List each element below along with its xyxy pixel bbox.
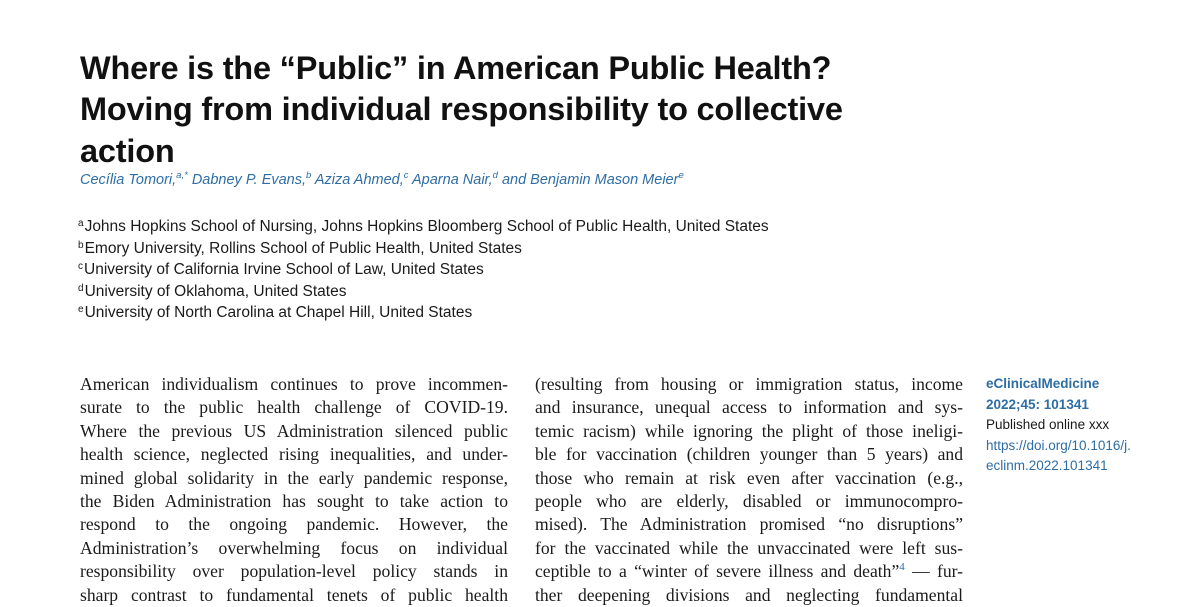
body-text-line: responsibility over population-level policy stands in [80,561,508,582]
reference-link[interactable]: 4 [899,561,905,574]
body-text-line: surate to the public health challenge of COVID-19. [80,397,508,418]
author-affiliation-mark: b [306,170,312,181]
body-text-line: sharp contrast to fundamental tenets of public health [80,584,508,605]
author-name[interactable]: Cecília Tomori, [80,172,177,188]
affiliation-mark: d [78,282,84,294]
author-name[interactable]: and Benjamin Mason Meier [501,172,679,188]
body-text-line: health science, neglected rising inequalities, and under- [80,444,508,465]
journal-name[interactable]: eClinicalMedicine [986,376,1100,391]
affiliation-text: University of Oklahoma, United States [84,282,347,300]
affiliation-text: Emory University, Rollins School of Public Health, United States [84,239,522,257]
body-text-line [535,560,963,583]
affiliation [78,281,769,303]
body-text-line: mised). The Administration promised “no disruptions” [535,514,963,535]
affiliation-text: Johns Hopkins School of Nursing, Johns Hopkins Bloomberg School of Public Health, United States [84,218,769,235]
affiliation [78,216,769,238]
body-column-left [80,373,508,607]
affiliation-mark: b [78,239,84,251]
body-text-line: people who are elderly, disabled or immunocompro- [535,491,963,512]
published-date: Published online xxx [986,417,1110,432]
author-affiliation-mark: e [678,170,684,181]
title-line: Where is the “Public” in American Public Health? [80,49,832,86]
journal-volume[interactable]: 2022;45: 101341 [986,396,1089,412]
author-name[interactable]: Aparna Nair, [412,172,493,188]
affiliation-mark: c [78,261,83,272]
body-text-fragment: ceptible to a “winter of severe illness and death” [535,561,900,582]
body-text-line: American individualism continues to prove incommen- [80,374,508,394]
body-text-line: Where the previous US Administration silenced public [80,420,508,441]
body-text-line: (resulting from housing or immigration status, income [535,374,963,394]
affiliation-text: University of North Carolina at Chapel Hill, United States [84,304,473,321]
affiliation [78,302,769,324]
doi-link[interactable]: https://doi.org/10.1016/j. [986,437,1131,453]
affiliation-mark: a [78,218,84,229]
citation-sidebar [986,374,1131,477]
affiliation [78,238,769,260]
body-text-line: the Biden Administration has sought to take action to [80,491,508,512]
body-text-line: ble for vaccination (children younger than 5 years) and [535,444,963,465]
author-name[interactable]: Aziza Ahmed, [314,172,404,188]
body-text-line: mined global solidarity in the early pandemic response, [80,467,508,488]
affiliation [78,259,769,281]
affiliation-list [78,216,769,324]
affiliation-text: University of California Irvine School of Law, United States [84,261,484,278]
author-list [80,172,684,188]
author-affiliation-mark: d [492,170,498,181]
body-text-line: for the vaccinated while the unvaccinated were left sus- [535,537,963,558]
article-title [80,48,940,173]
body-text-line: Administration’s overwhelming focus on individual [80,537,508,558]
author-affiliation-mark: a,* [176,170,188,181]
author-affiliation-mark: c [403,170,409,181]
body-text-line: ther deepening divisions and neglecting fundamental [535,584,963,605]
body-text-fragment: — fur- [904,561,963,582]
doi-link[interactable]: eclinm.2022.101341 [986,458,1108,473]
body-text-line: respond to the ongoing pandemic. However, the [80,514,508,535]
body-text-line: and insurance, unequal access to information and sys- [535,397,963,418]
author-name[interactable]: Dabney P. Evans, [191,172,307,188]
title-line: Moving from individual responsibility to collective [80,91,843,128]
body-column-right [535,373,963,607]
title-line: action [80,132,175,169]
affiliation-mark: e [78,304,84,315]
body-text-line: those who remain at risk even after vaccination (e.g., [535,467,963,488]
body-text-line: temic racism) while ignoring the plight of those ineligi- [535,420,963,441]
